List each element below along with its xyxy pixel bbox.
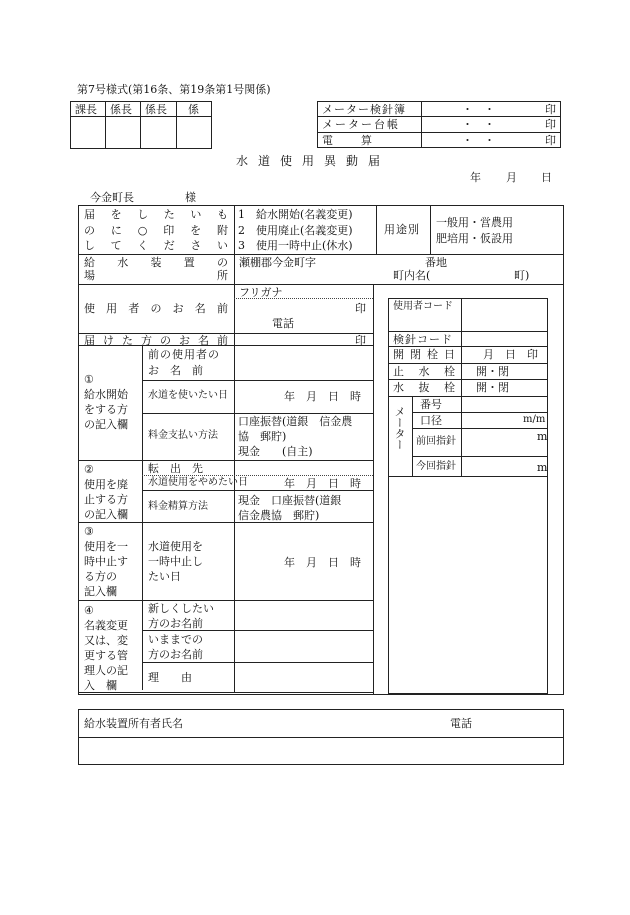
request-text-line-1: 届 を し た い も [84, 208, 228, 221]
payment-option-line[interactable]: 現金 (自主) [238, 445, 313, 458]
meter-number-field[interactable] [463, 398, 546, 410]
drain-valve-value[interactable]: 開・閉 [476, 381, 509, 394]
prev-reading-unit: m [537, 430, 548, 443]
record-date: ・ ・ [462, 103, 495, 116]
reading-code-field[interactable] [463, 333, 546, 345]
record-date: ・ ・ [462, 118, 495, 131]
valve-date-value[interactable]: 月 日 印 [483, 348, 538, 361]
stop-valve-label: 止 水 栓 [393, 365, 455, 378]
location-banchi: 番地 [425, 256, 447, 269]
sec4-title-mark: ④ [84, 604, 94, 617]
record-date: ・ ・ [462, 134, 495, 147]
seal-mark: 印 [545, 134, 556, 147]
sec1-title-line: 給水開始 [84, 388, 128, 401]
payment-method-label: 料金支払い方法 [148, 430, 218, 441]
seal-mark: 印 [545, 118, 556, 131]
user-name-field[interactable] [236, 300, 352, 316]
prev-user-label-1: 前の使用者の [148, 348, 220, 361]
location-label-line-2: 場 所 [84, 269, 228, 282]
stamp-kakari: 係 [188, 103, 199, 116]
option-start-supply[interactable]: 1 給水開始(名義変更) [238, 208, 353, 221]
settlement-option-line[interactable]: 信金農協 郵貯) [238, 509, 320, 522]
use-type-general[interactable]: 一般用・営農用 [436, 216, 513, 229]
stamp-kacho: 課長 [75, 103, 97, 116]
reason-label: 理 由 [148, 671, 192, 684]
start-date-label: 水道を使いたい日 [148, 390, 228, 401]
new-name-label-line: 方のお名前 [148, 617, 203, 630]
sec1-title [84, 372, 128, 432]
stop-date-label: 水道使用をやめたい日 [148, 477, 248, 488]
date-year: 年 [470, 171, 481, 184]
owner-name-label: 給水装置所有者氏名 [84, 717, 183, 730]
date-month: 月 [506, 171, 517, 184]
sec1-title-line: をする方 [84, 403, 128, 416]
old-name-field[interactable] [236, 632, 372, 660]
drain-valve-label: 水 抜 栓 [393, 381, 455, 394]
record-computer: 電 算 [322, 134, 374, 147]
form-title: 水道使用異動届 [236, 154, 391, 168]
sec2-title-line: 使用を廃 [84, 478, 128, 491]
sec4-title [84, 603, 128, 693]
prev-user-field[interactable] [236, 347, 372, 379]
stamp-kakaricho-2: 係長 [145, 103, 167, 116]
sec4-title-line: 名義変更 [84, 619, 128, 632]
owner-name-field[interactable] [190, 711, 440, 735]
settlement-method-options[interactable] [238, 493, 341, 523]
user-code-label: 使用者コード [393, 301, 453, 312]
submitter-name-field[interactable] [236, 335, 352, 345]
payment-method-options[interactable] [238, 414, 352, 459]
use-type-fertilizer[interactable]: 肥培用・仮設用 [436, 232, 513, 245]
location-town: 町内名( [393, 269, 431, 282]
furigana-label: フリガナ [239, 286, 283, 299]
location-address-field[interactable] [236, 256, 562, 283]
record-meter-reading-book: メーター検針簿 [322, 103, 406, 116]
meter-number-label: 番号 [420, 398, 442, 411]
reason-field[interactable] [236, 664, 372, 690]
sec1-title-line: の記入欄 [84, 418, 128, 431]
payment-option-line[interactable]: 協 郵貯) [238, 430, 287, 443]
settlement-option-line[interactable]: 現金 口座振替(道銀 [238, 494, 342, 507]
move-out-label: 転 出 先 [148, 462, 203, 475]
sec2-title-line: 止する方 [84, 493, 128, 506]
sec3-title-line: 使用を一 [84, 540, 128, 553]
stop-date-value[interactable]: 年 月 日 時 [284, 477, 361, 490]
pause-date-value[interactable]: 年 月 日 時 [284, 556, 361, 569]
pause-date-label-line: 水道使用を [148, 540, 203, 553]
owner-tel-label: 電話 [450, 717, 472, 730]
form-reference: 第7号様式(第16条、第19条第1号関係) [77, 83, 271, 96]
curr-reading-label: 今回指針 [416, 461, 456, 472]
location-prefix: 瀬棚郡今金町字 [239, 256, 316, 269]
sec3-title [84, 524, 128, 599]
option-suspend[interactable]: 3 使用一時中止(休水) [238, 239, 353, 252]
prev-user-label-2: お 名 前 [148, 364, 203, 377]
pause-date-label [148, 539, 203, 584]
pause-date-label-line: 一時中止し [148, 555, 203, 568]
sec3-title-mark: ③ [84, 525, 94, 538]
seal-mark: 印 [545, 103, 556, 116]
request-text-line-2: の に ○ 印 を 附 [84, 224, 228, 237]
record-meter-ledger: メーター台帳 [322, 118, 400, 131]
user-seal: 印 [355, 302, 366, 315]
meter-bore-unit: m/m [523, 414, 546, 425]
move-out-field[interactable] [236, 462, 372, 474]
reading-code-label: 検針コード [393, 333, 453, 346]
sec4-title-line: 又は、変 [84, 634, 128, 647]
stamp-kakaricho-1: 係長 [110, 103, 132, 116]
sec1-title-mark: ① [84, 373, 94, 386]
old-name-label [148, 632, 203, 662]
pause-date-label-line: たい日 [148, 570, 181, 583]
addressee-name: 今金町長 [90, 191, 134, 204]
meter-label: メーター [393, 406, 406, 450]
settlement-method-label: 料金精算方法 [148, 501, 208, 512]
use-type-label: 用途別 [384, 223, 420, 236]
sec3-title-line: 記入欄 [84, 585, 117, 598]
old-name-label-line: いままでの [148, 633, 203, 646]
old-name-label-line: 方のお名前 [148, 648, 203, 661]
date-day: 日 [541, 171, 552, 184]
prev-reading-label: 前回指針 [416, 436, 456, 447]
new-name-label [148, 601, 214, 631]
option-discontinue[interactable]: 2 使用廃止(名義変更) [238, 224, 353, 237]
payment-option-line[interactable]: 口座振替(道銀 信金農 [238, 415, 353, 428]
valve-date-label: 開 閉 栓 日 [393, 348, 455, 361]
request-text-line-3: し て く だ さ い [84, 239, 228, 252]
user-code-field[interactable] [463, 300, 546, 330]
sec2-title [84, 462, 128, 522]
submitter-seal: 印 [355, 334, 366, 347]
sec4-title-line: 更する管 [84, 649, 128, 662]
addressee-honorific: 様 [185, 191, 196, 204]
meter-bore-label: 口径 [420, 414, 442, 427]
user-name-label: 使 用 者 の お 名 前 [84, 302, 228, 315]
location-town-close: 町) [514, 269, 530, 282]
sec3-title-line: 時中止す [84, 555, 128, 568]
sec2-title-line: の記入欄 [84, 508, 128, 521]
new-name-field[interactable] [236, 602, 372, 629]
curr-reading-unit: m [537, 461, 548, 474]
sec3-title-line: る方の [84, 570, 117, 583]
sec2-title-mark: ② [84, 463, 94, 476]
location-label-line-1: 給 水 装 置 の [84, 256, 228, 269]
user-tel-label: 電話 [272, 317, 294, 330]
sec4-title-line: 理人の記 [84, 664, 128, 677]
submitter-label: 届 け た 方 の お 名 前 [84, 334, 228, 347]
sec4-title-line: 入 欄 [84, 679, 117, 692]
start-date-value[interactable]: 年 月 日 時 [284, 390, 361, 403]
stop-valve-value[interactable]: 開・閉 [476, 365, 509, 378]
new-name-label-line: 新しくしたい [148, 602, 214, 615]
